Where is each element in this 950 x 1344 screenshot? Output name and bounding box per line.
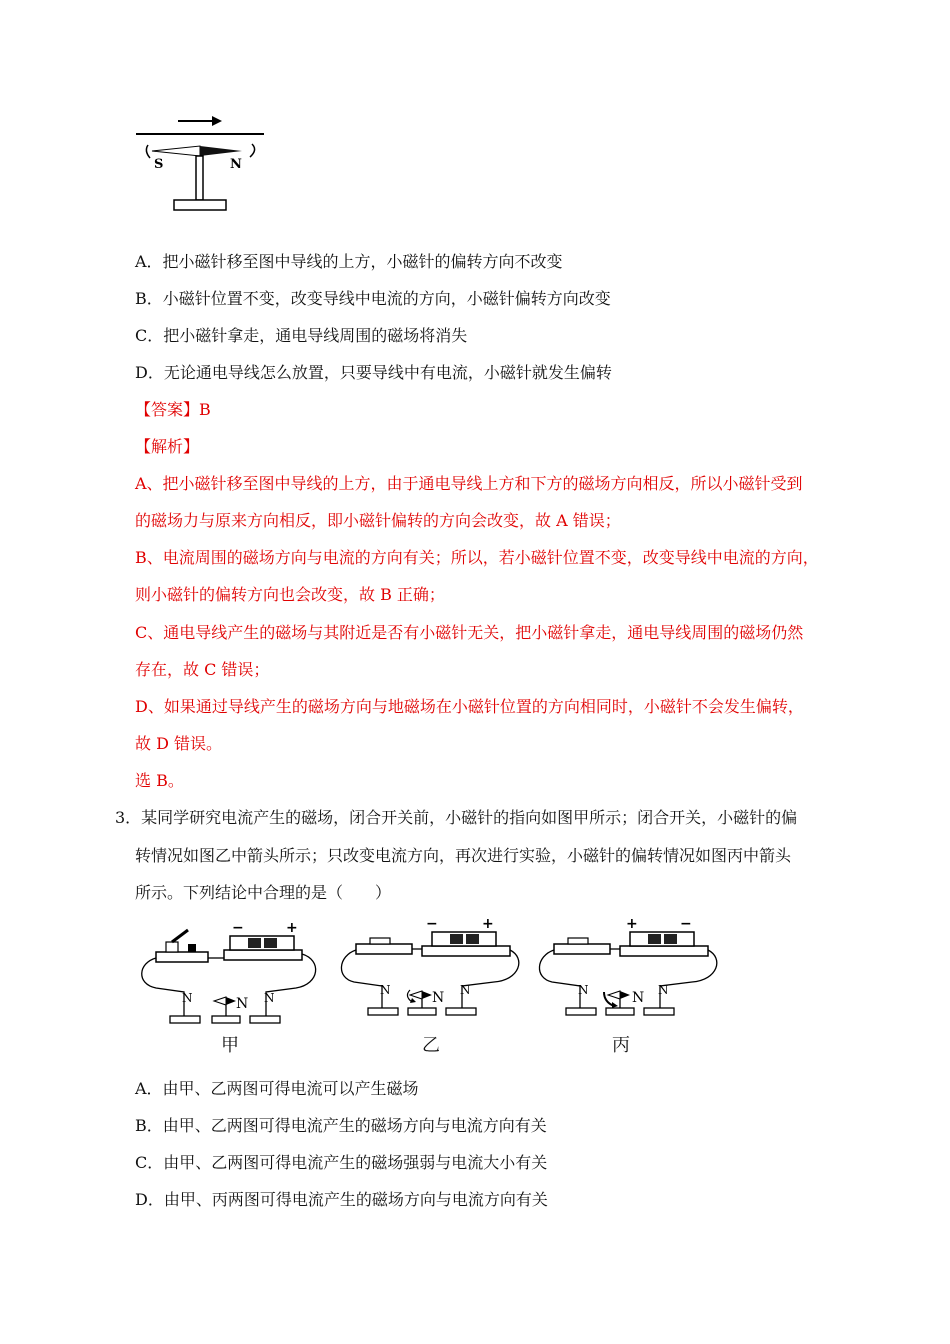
- analysis-line: 则小磁针的偏转方向也会改变，故 B 正确；: [135, 585, 445, 604]
- wire-n-label: N: [182, 991, 193, 1005]
- analysis-line: A、把小磁针移至图中导线的上方，由于通电导线上方和下方的磁场方向相反，所以小磁针受到: [135, 474, 803, 493]
- wire-n-label: N: [380, 983, 391, 997]
- answer-label: 【答案】B: [135, 400, 211, 419]
- wire-n-label: N: [658, 983, 669, 997]
- battery-minus-label: −: [680, 918, 692, 932]
- analysis-line: 故 D 错误。: [135, 734, 223, 753]
- analysis-line: 选 B。: [135, 771, 184, 790]
- circuit-figure-jia: [136, 918, 326, 1026]
- wire-compass-figure: [130, 108, 270, 216]
- figure-caption-jia: 甲: [221, 1035, 239, 1056]
- circuit-figure-yi: [334, 918, 524, 1026]
- south-pole-label: S: [154, 157, 164, 172]
- wire-n-label: N: [264, 991, 275, 1005]
- battery-plus-label: +: [286, 920, 298, 936]
- figure-caption-yi: 乙: [422, 1035, 440, 1056]
- analysis-title: 【解析】: [135, 437, 200, 456]
- needle-n-label: N: [236, 996, 249, 1012]
- battery-minus-label: −: [426, 918, 438, 932]
- wire-n-label: N: [578, 983, 589, 997]
- q3-option-b: B．由甲、乙两图可得电流产生的磁场方向与电流方向有关: [135, 1116, 547, 1135]
- needle-n-label: N: [432, 990, 445, 1006]
- analysis-line: B、电流周围的磁场方向与电流的方向有关；所以，若小磁针位置不变，改变导线中电流的方向，: [135, 548, 819, 567]
- analysis-line: 存在，故 C 错误；: [135, 660, 270, 679]
- analysis-line: C、通电导线产生的磁场与其附近是否有小磁针无关，把小磁针拿走，通电导线周围的磁场仍然: [135, 623, 804, 642]
- q3-option-a: A．由甲、乙两图可得电流可以产生磁场: [135, 1079, 419, 1098]
- battery-minus-label: −: [232, 920, 244, 936]
- battery-plus-label: +: [626, 918, 638, 932]
- needle-n-label: N: [632, 990, 645, 1006]
- q3-option-d: D．由甲、丙两图可得电流产生的磁场方向与电流方向有关: [135, 1190, 548, 1209]
- q2-option-b: B．小磁针位置不变，改变导线中电流的方向，小磁针偏转方向改变: [135, 289, 611, 308]
- analysis-line: D、如果通过导线产生的磁场方向与地磁场在小磁针位置的方向相同时，小磁针不会发生偏转，: [135, 697, 804, 716]
- q2-option-d: D．无论通电导线怎么放置，只要导线中有电流，小磁针就发生偏转: [135, 363, 612, 382]
- battery-plus-label: +: [482, 918, 494, 932]
- q3-stem-line: 所示。下列结论中合理的是（ ）: [135, 883, 392, 902]
- figure-caption-bing: 丙: [612, 1035, 630, 1056]
- q3-stem-line: 3．某同学研究电流产生的磁场，闭合开关前，小磁针的指向如图甲所示；闭合开关，小磁针的偏: [115, 808, 798, 827]
- q2-option-c: C．把小磁针拿走，通电导线周围的磁场将消失: [135, 326, 468, 345]
- q3-option-c: C．由甲、乙两图可得电流产生的磁场强弱与电流大小有关: [135, 1153, 548, 1172]
- analysis-line: 的磁场力与原来方向相反，即小磁针偏转的方向会改变，故 A 错误；: [135, 511, 621, 530]
- wire-n-label: N: [460, 983, 471, 997]
- north-pole-label: N: [230, 157, 242, 172]
- q2-option-a: A．把小磁针移至图中导线的上方，小磁针的偏转方向不改变: [135, 252, 563, 271]
- circuit-figure-bing: [532, 918, 722, 1026]
- q3-stem-line: 转情况如图乙中箭头所示；只改变电流方向，再次进行实验，小磁针的偏转情况如图丙中箭头: [135, 846, 792, 865]
